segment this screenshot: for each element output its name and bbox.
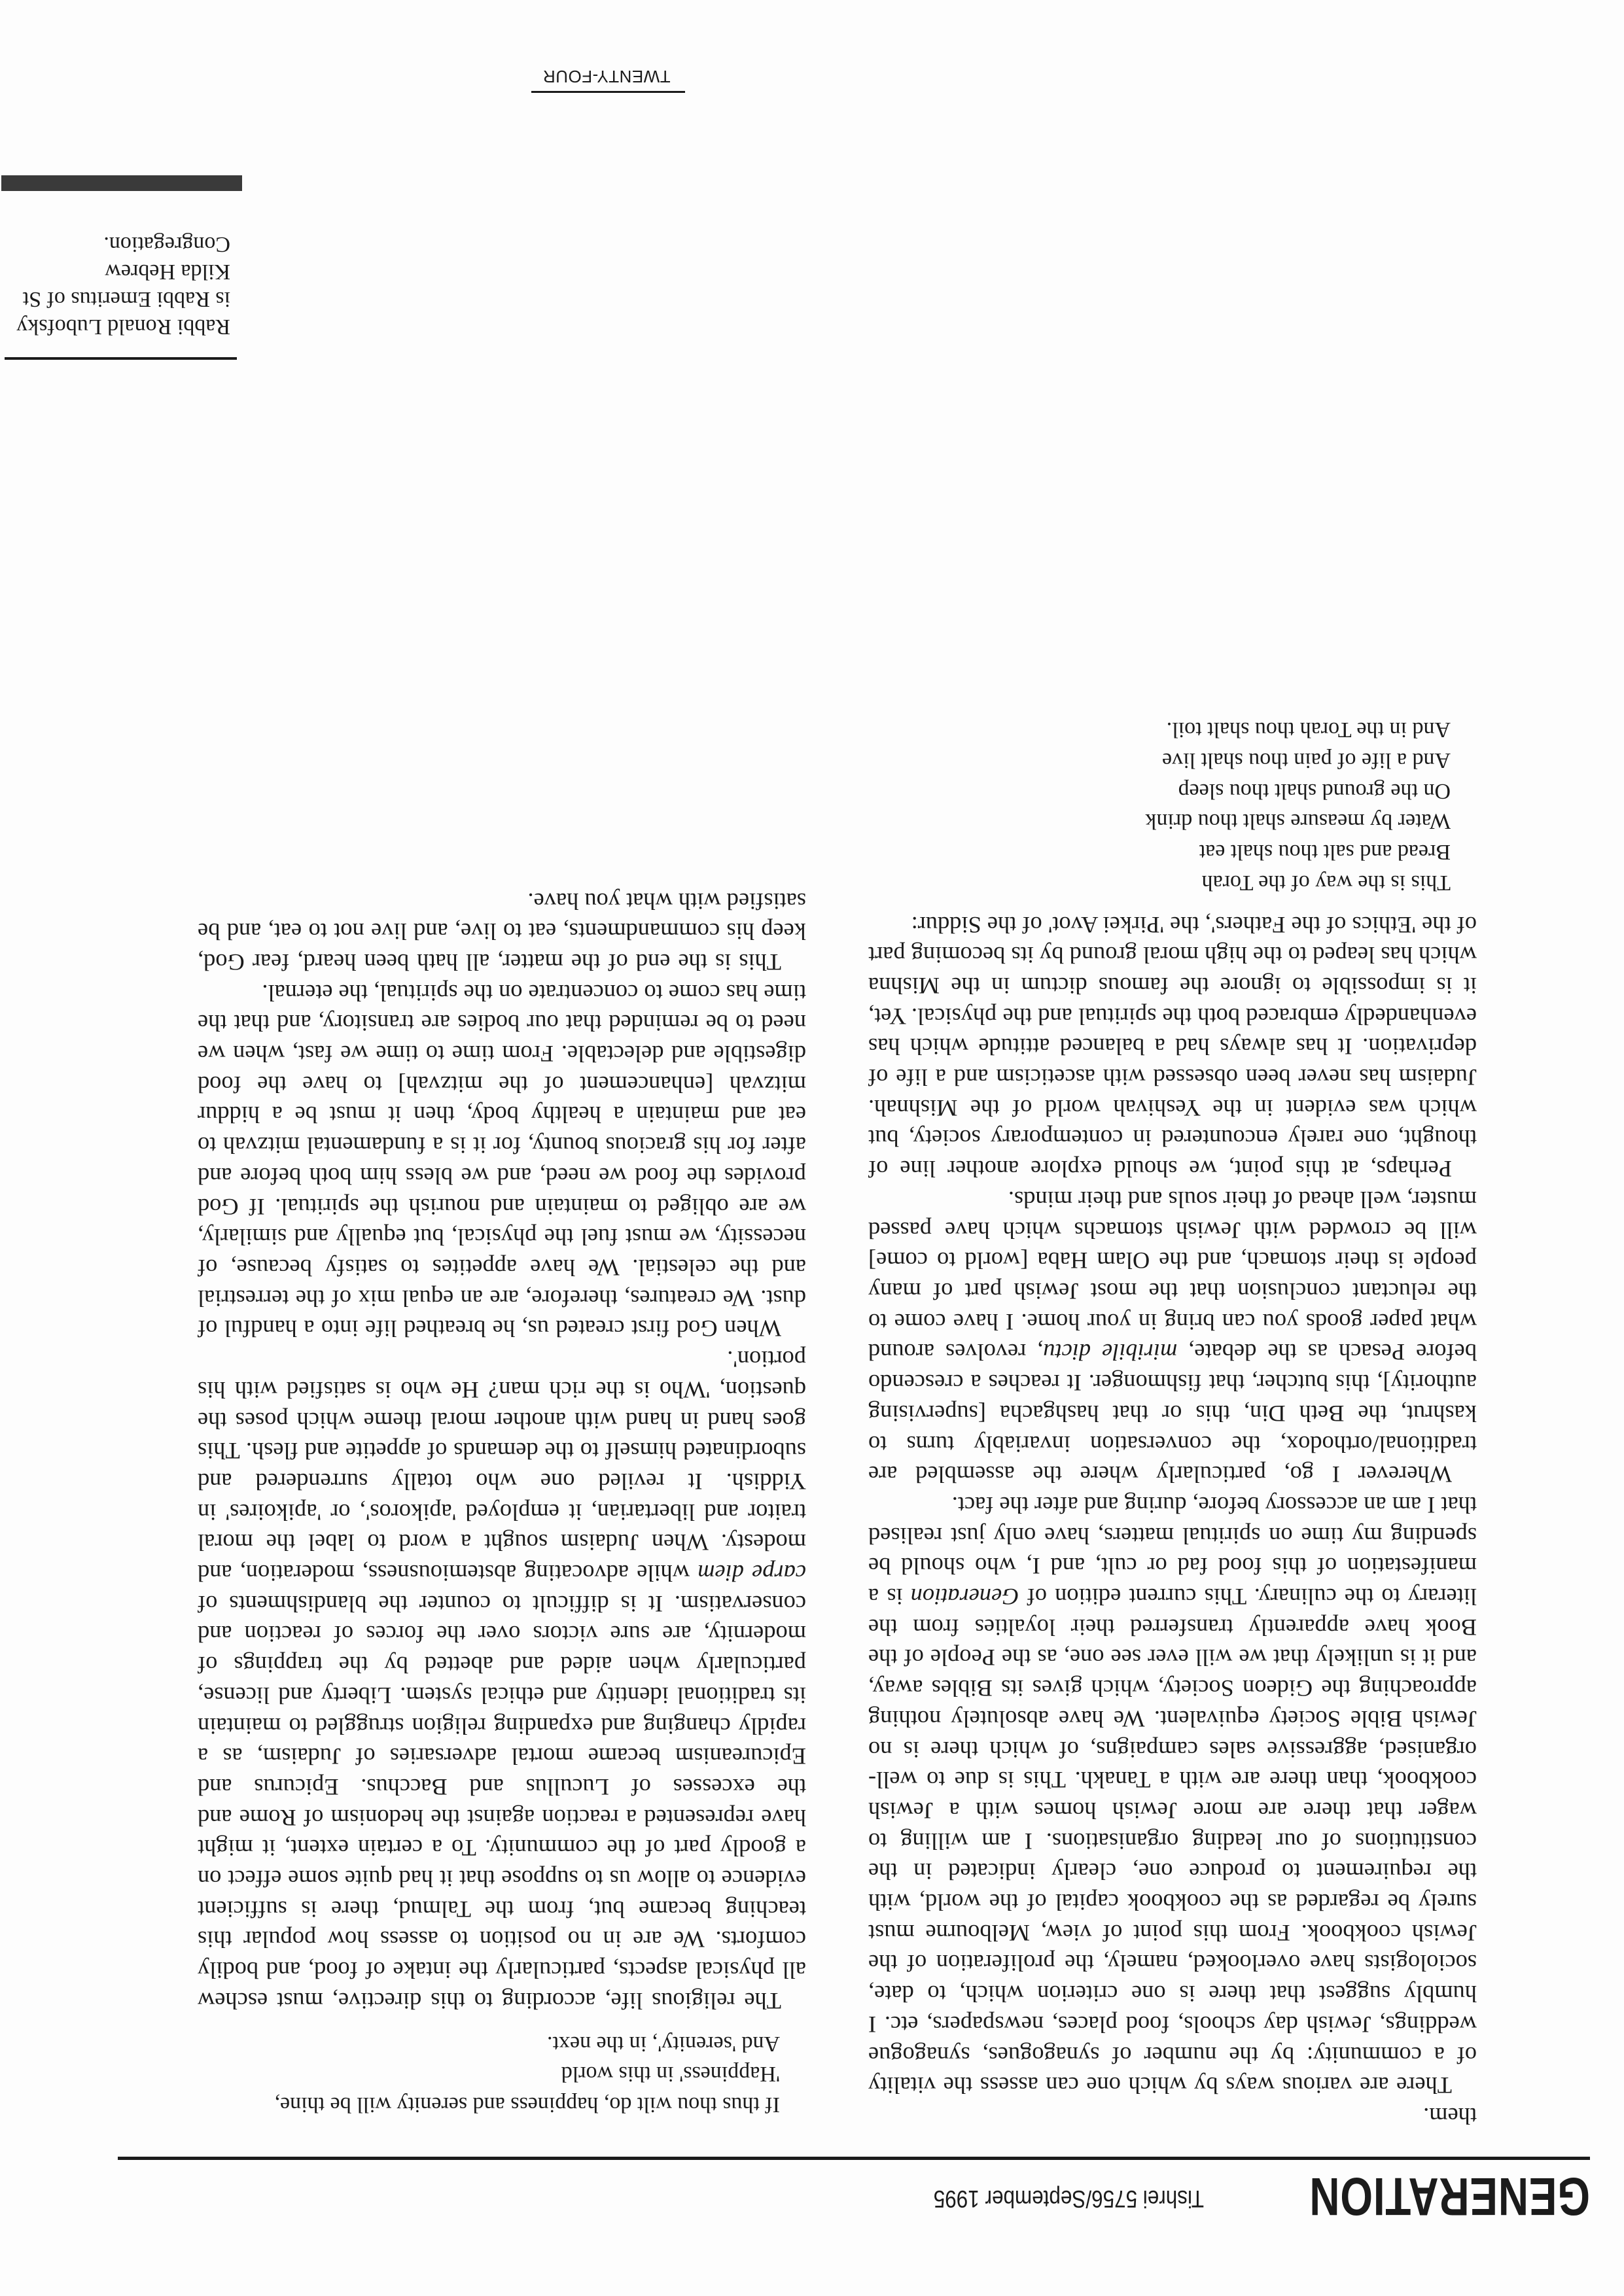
latin-phrase: miribile dictu <box>1043 1339 1178 1366</box>
text-run: is a manifestation of this food fad or cult, and I, who should be spending my time on spiritual matters, have only just realised that I am an accessory before, during and after the fact. <box>868 1491 1477 1610</box>
verse-line: This is the way of the Torah <box>1201 870 1451 895</box>
issue-date: Tishrei 5756/September 1995 <box>933 2185 1204 2212</box>
header-rule <box>118 2157 1590 2160</box>
byline-line: Kilda Hebrew <box>105 260 230 284</box>
paragraph: When God first created us, he breathed life into a handful of dust. We creatures, therefore, are an equal mix of the terrestrial and the celestial. We have appetites to satisfy because, of necessity, we must fuel the physical, but equally and similarly, we are obliged to maintain and nourish the spiritual. If God provides the food we need, and we bless him both before and after for his gracious bounty, for it is a fundamental mitzvah to eat and maintain a healthy body, then it must be a hiddur mitzvah [enhancement of the mitzvah] to have the food digestible and delectable. From time to time we fast, when we need to be reminded that our bodies are transitory, and that the time has come to concentrate on the spiritual, the eternal. <box>198 979 806 1342</box>
byline-line: Congregation. <box>103 232 230 256</box>
folio-rule <box>531 91 685 93</box>
verse-line: On the ground shalt thou sleep <box>1178 778 1451 803</box>
paragraph: This is the end of the matter, all hath been heard, fear God, keep his commandments, eat to live, and live not to eat, and be satisfied with what you have. <box>198 888 806 975</box>
page-number: TWENTY-FOUR <box>542 67 671 86</box>
decorative-bar <box>1 175 242 191</box>
paragraph <box>198 1344 806 2015</box>
publication-title: Generation <box>910 1584 1019 1610</box>
text-run: The religious life, according to this directive, must eschew all physical aspects, particularly the intake of food, and bodily comforts. We are in no position to assess how popular this teaching became but, from the Talmud, there is sufficient evidence to allow us to suppose that it had quite some effect on a goodly part of the community. To a certain extent, it might have represented a reaction against the hedonism of Rome and the excesses of Lucullus and Bacchus. Epicurus and Epicureanism became mortal adversaries of Judaism, as a rapidly changing and expanding religion struggled to maintain its traditional identity and ethical system. Liberty and license, particularly when aided and abetted by the trappings of modernity, are sure victors over the forces of reaction and conservatism. It is difficult to counter the blandishments of <box>198 1590 806 2014</box>
masthead <box>118 2166 1590 2225</box>
left-column <box>868 703 1477 2131</box>
right-column <box>198 886 806 2131</box>
paragraph <box>868 1184 1477 1489</box>
text-run: , revolves around what paper goods you can bring in your home. I have come to the reluctant conclusion that the most Jewish part of many people is their stomach, and the Olam Haba [world to come] will be crowded with Jewish stomachs which have passed muster, well ahead of their souls and their minds. <box>868 1186 1477 1366</box>
text-run: There are various ways by which one can assess the vitality of a community: by the number of synagogues, synagogue weddings, Jewish day schools, food places, newspapers, etc. I humbly suggest that there is one criterion which, to date, sociologists have overlooked, namely, the proliferation of the Jewish cookbook. From this point of view, Melbourne must surely be regarded as the cookbook capital of the world, with the requirement to produce one, clearly indicated in the constitutions of our leading organisations. I am willing to wager that there are more Jewish homes with a Jewish cookbook, than there are with a Tanakh. This is due to well-organised, aggressive sales campaigns, of which there is no Jewish Bible Society equivalent. We have absolutely nothing approaching the Gideon Society, which gives its Bibles away, and it is unlikely that we will ever see one, as the People of the Book have apparently transferred their loyalties from the literary to the culinary. This current edition of <box>868 1584 1477 2099</box>
paragraph: Perhaps, at this point, we should explore another line of thought, one rarely encountered in contemporary society, but which was evident in the Yeshivah world of the Mishnah. Judaism has never been obsessed with asceticism and a life of deprivation. It has always had a balanced attitude which has evenhandedly embraced both the spiritual and the physical. Yet, it is impossible to ignore the famous dictum in the Mishna which has leaped to the high moral ground by its becoming part of the 'Ethics of the Fathers', the 'Pirkei Avot' of the Siddur: <box>868 911 1477 1183</box>
mishna-verse <box>868 714 1477 897</box>
text-run: Wherever I go, particularly where the assembled are traditional/orthodox, the conversation invariably turns to kashrut, the Beth Din, this or that hashgacha [supervising authority], this butcher, that fishmonger. It reaches a crescendo before Pesach as the debate, <box>868 1339 1477 1488</box>
magazine-logo: GENERATION <box>1309 2166 1590 2226</box>
verse-line: And 'serenity', in the next. <box>547 2031 780 2056</box>
paragraph: them. <box>1423 2103 1477 2129</box>
text-run: while advocating abstemiousness, moderation, and modesty. When Judaism sought a word to label the moral traitor and libertarian, it employed 'apikoros', or 'apikoires' in Yiddish. It reviled one who totally surrendered and subordinated himself to the demands of appetite and flesh. This goes hand in hand with another moral theme which poses the question, 'Who is the rich man? He who is satisfied with his portion'. <box>198 1346 806 1587</box>
verse-line: And a life of pain thou shalt live <box>1162 748 1451 773</box>
mishna-verse-continued <box>198 2028 806 2119</box>
verse-line: If thus thou wilt do, happiness and serenity will be thine, <box>274 2093 780 2117</box>
paragraph <box>868 1489 1477 2100</box>
verse-line: Bread and salt thou shalt eat <box>1199 840 1451 865</box>
verse-line: And in the Torah thou shalt toil. <box>1166 718 1451 742</box>
byline-rule <box>5 357 237 360</box>
latin-phrase: carpe diem <box>697 1560 806 1587</box>
verse-line: 'Happiness' in this world <box>561 2062 780 2087</box>
author-byline <box>1 230 230 340</box>
byline-line: Rabbi Ronald Lubofsky <box>16 315 230 339</box>
verse-line: Water by measure shalt thou drink <box>1145 809 1451 834</box>
byline-line: is Rabbi Emeritus of St <box>22 287 230 311</box>
